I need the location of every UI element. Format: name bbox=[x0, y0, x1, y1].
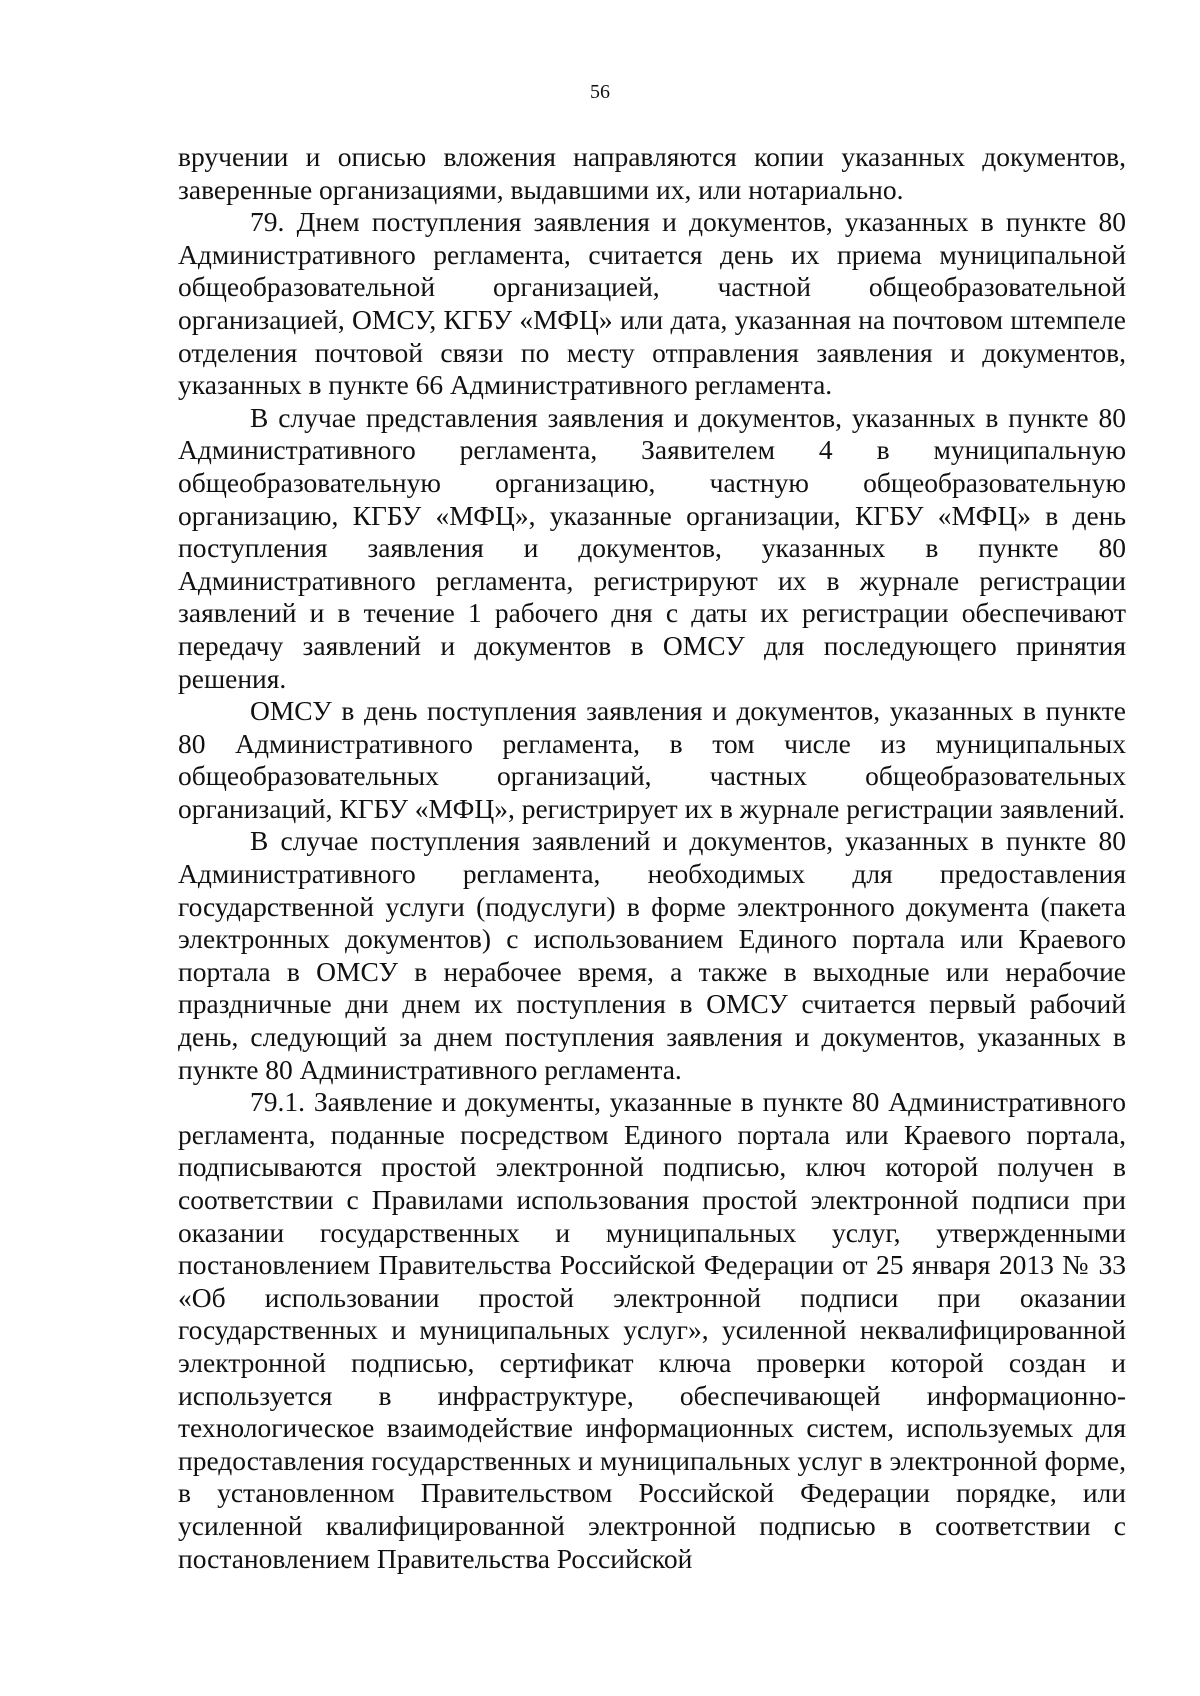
paragraph-continuation: вручении и описью вложения направляются копии указанных документов, заверенные организациями, выдавшими их, или нотариально. bbox=[178, 141, 1126, 205]
page-number: 56 bbox=[590, 81, 610, 103]
paragraph-applicant-4-registration: В случае представления заявления и документов, указанных в пункте 80 Административного регламента, Заявителем 4 в муниципальную общеобразовательную организацию, частную общеобразовательную организацию, КГБУ «МФЦ», указанные организации, КГБУ «МФЦ» в день поступления заявления и документов, указанных в пункте 80 Административного регламента, регистрируют их в журнале регистрации заявлений и в течение 1 рабочего дня с даты их регистрации обеспечивают передачу заявлений и документов в ОМСУ для последующего принятия решения. bbox=[178, 401, 1126, 694]
paragraph-79-1: 79.1. Заявление и документы, указанные в пункте 80 Административного регламента, поданные посредством Единого портала или Краевого портала, подписываются простой электронной подписью, ключ которой получен в соответствии с Правилами использования простой электронной подписи при оказании государственных и муниципальных услуг, утвержденными постановлением Правительства Российской Федерации от 25 января 2013 № 33 «Об использовании простой электронной подписи при оказании государственных и муниципальных услуг», усиленной неквалифицированной электронной подписью, сертификат ключа проверки которой создан и используется в инфраструктуре, обеспечивающей информационно-технологическое взаимодействие информационных систем, используемых для предоставления государственных и муниципальных услуг в электронной форме, в установленном Правительством Российской Федерации порядке, или усиленной квалифицированной электронной подписью в соответствии с постановлением Правительства Российской bbox=[178, 1086, 1126, 1574]
paragraph-omsu-registration: ОМСУ в день поступления заявления и документов, указанных в пункте 80 Административного регламента, в том числе из муниципальных общеобразовательных организаций, частных общеобразовательных организаций, КГБУ «МФЦ», регистрирует их в журнале регистрации заявлений. bbox=[178, 695, 1126, 824]
document-body bbox=[178, 141, 1126, 1575]
paragraph-electronic-submission: В случае поступления заявлений и документов, указанных в пункте 80 Административного регламента, необходимых для предоставления государственной услуги (подуслуги) в форме электронного документа (пакета электронных документов) с использованием Единого портала или Краевого портала в ОМСУ в нерабочее время, а также в выходные или нерабочие праздничные дни днем их поступления в ОМСУ считается первый рабочий день, следующий за днем поступления заявления и документов, указанных в пункте 80 Административного регламента. bbox=[178, 825, 1126, 1085]
paragraph-79: 79. Днем поступления заявления и документов, указанных в пункте 80 Административного регламента, считается день их приема муниципальной общеобразовательной организацией, частной общеобразовательной организацией, ОМСУ, КГБУ «МФЦ» или дата, указанная на почтовом штемпеле отделения почтовой связи по месту отправления заявления и документов, указанных в пункте 66 Административного регламента. bbox=[178, 206, 1126, 401]
